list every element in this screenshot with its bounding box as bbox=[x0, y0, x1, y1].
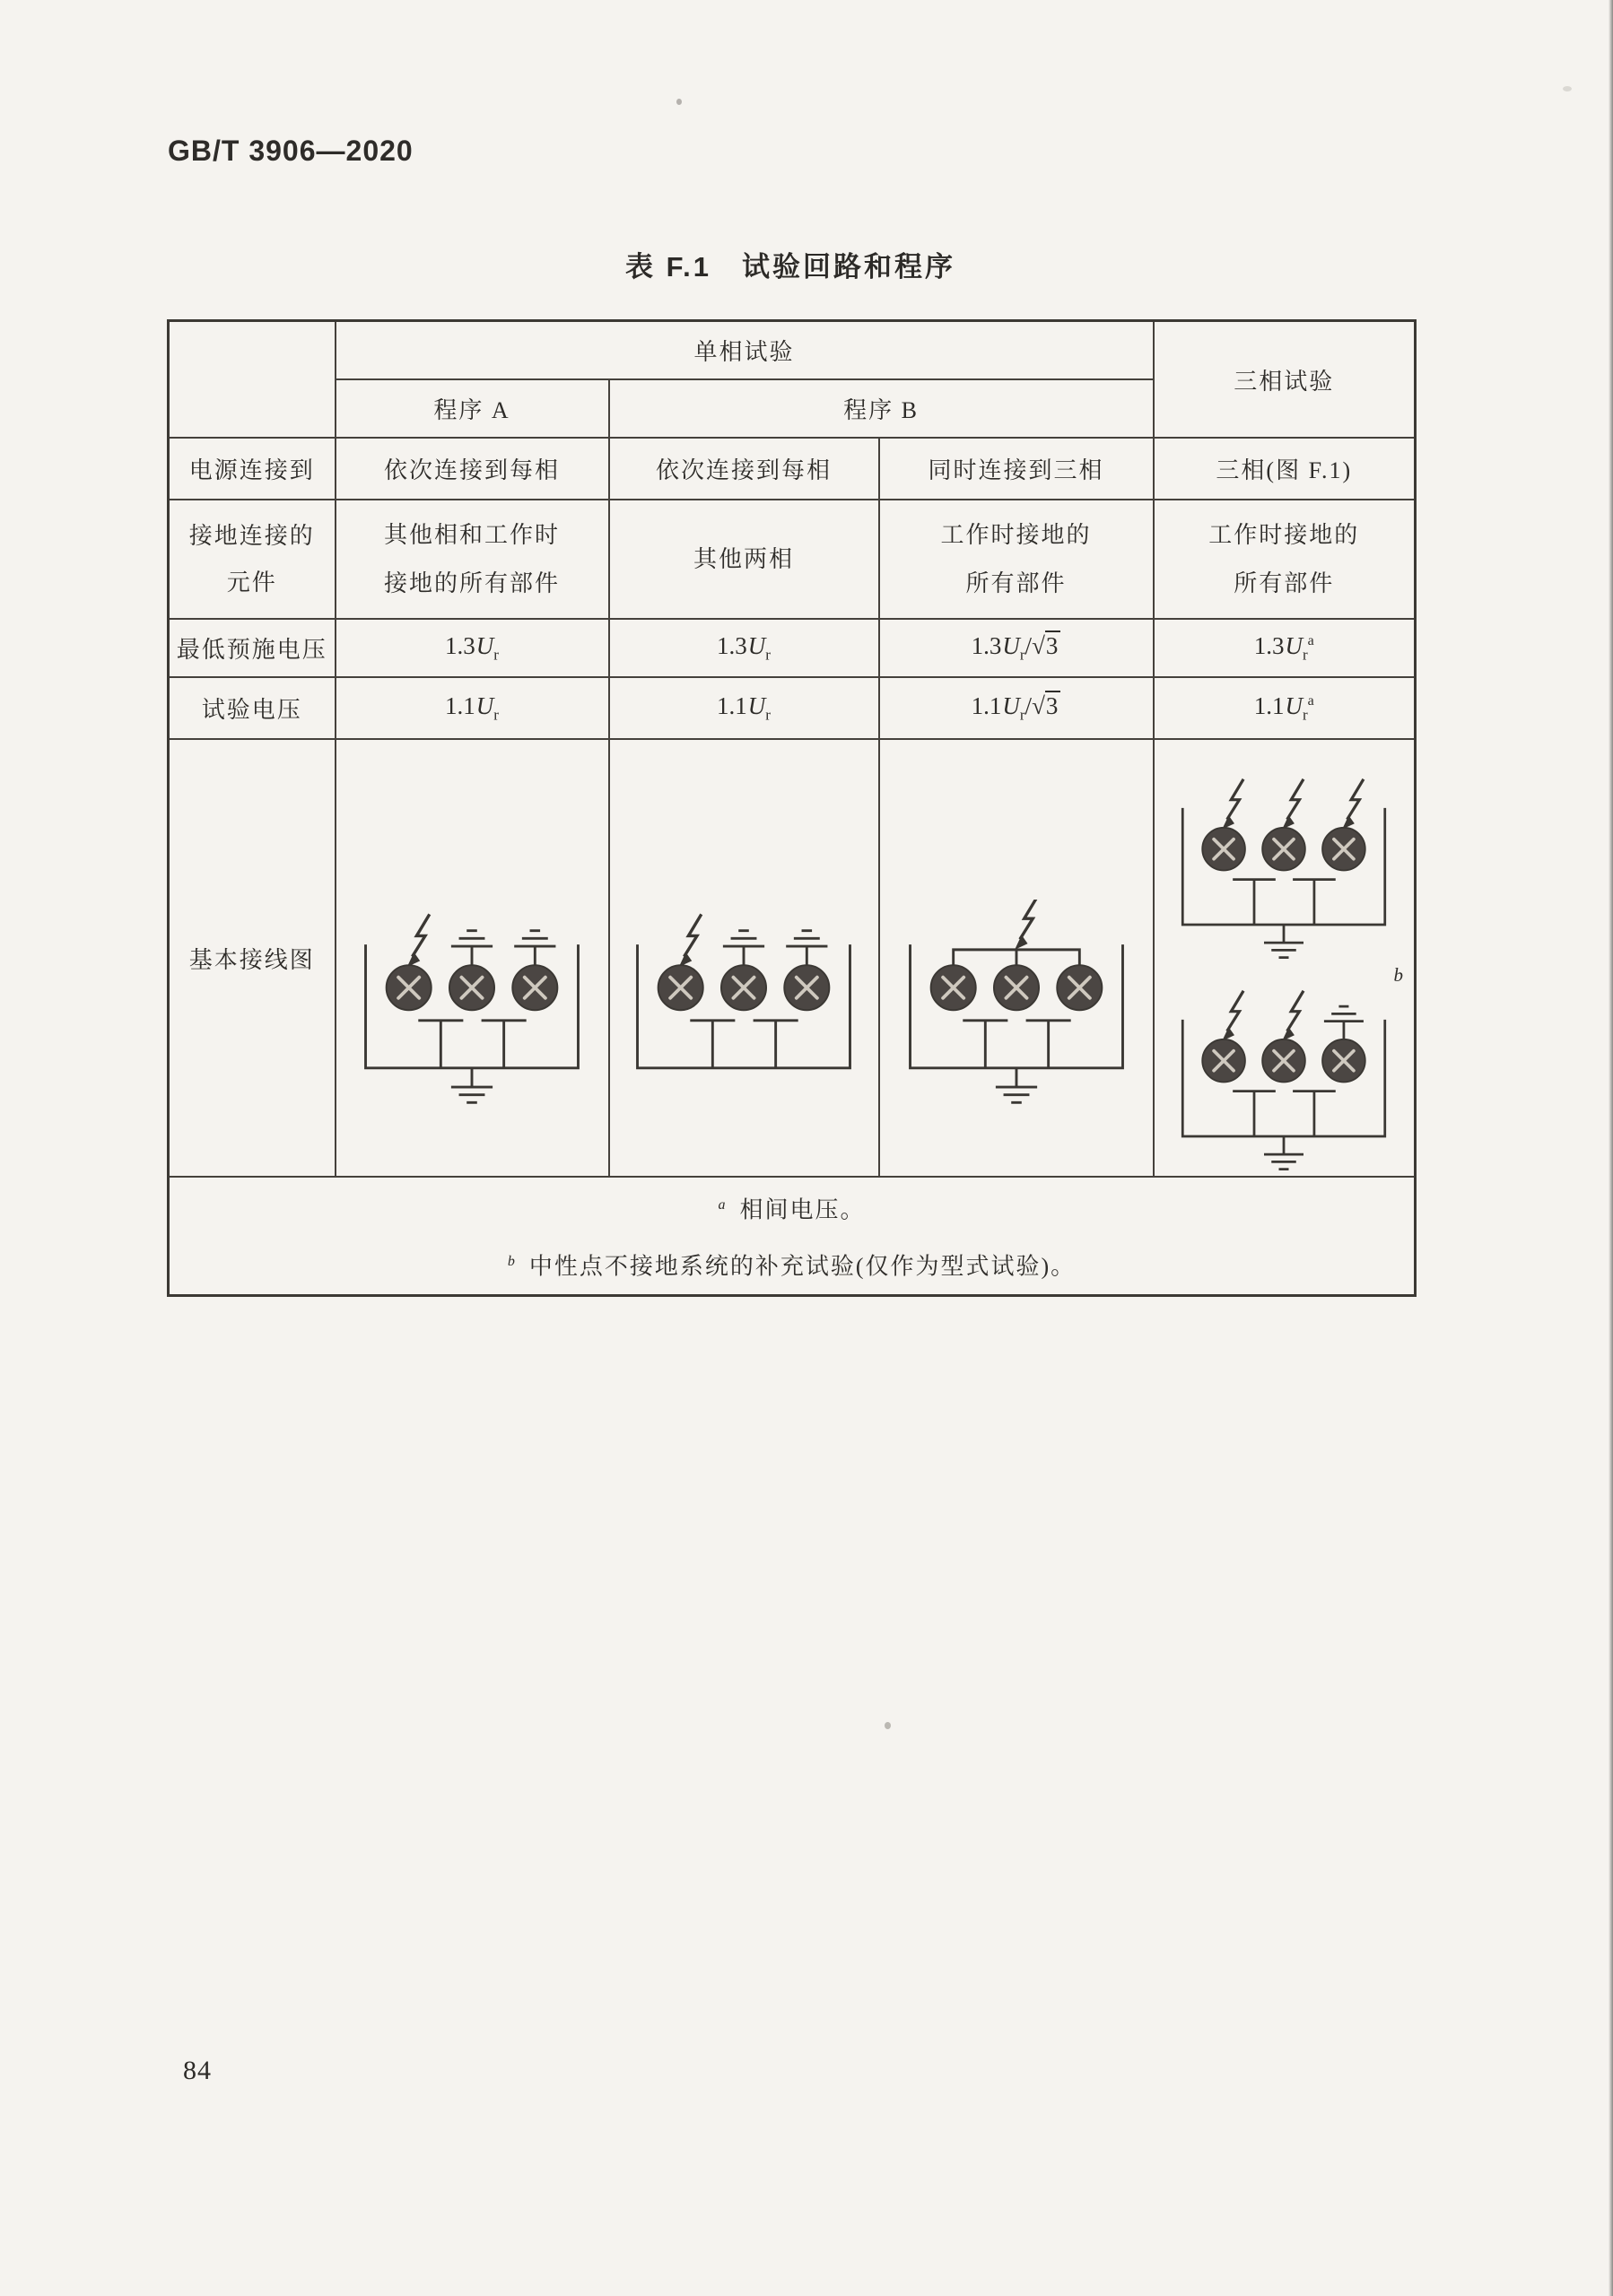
diagram-procedure-b-all-phases bbox=[879, 739, 1154, 1177]
t-bar-support-icon bbox=[1233, 880, 1276, 925]
cell-earth-a-line2: 接地的所有部件 bbox=[383, 570, 560, 596]
row-label-earthed-parts-line2: 元件 bbox=[226, 569, 277, 596]
interrupter-icon bbox=[993, 965, 1038, 1010]
cell-earth-b2 bbox=[879, 500, 1154, 619]
cell-min-voltage-t: $1.3U_r^a$ bbox=[1154, 619, 1416, 677]
earth-ground-icon bbox=[723, 931, 764, 966]
frame-earth-icon bbox=[1264, 1136, 1303, 1170]
footnotes-cell bbox=[169, 1177, 1416, 1296]
test-circuits-table bbox=[167, 319, 1417, 1297]
t-bar-support-icon bbox=[963, 1021, 1007, 1068]
scan-speck bbox=[885, 1722, 891, 1729]
diagram-procedure-a bbox=[336, 739, 609, 1177]
row-label-basic-diagram: 基本接线图 bbox=[169, 739, 336, 1177]
footnote-a-text: 相间电压。 bbox=[739, 1197, 866, 1223]
cell-earth-t-line2: 所有部件 bbox=[1234, 570, 1335, 596]
cell-earth-b2-line1: 工作时接地的 bbox=[940, 521, 1092, 548]
interrupter-icon bbox=[721, 965, 766, 1010]
interrupter-icon bbox=[1322, 1039, 1365, 1083]
cell-min-voltage-b2: $1.3U_r/√3$ bbox=[879, 619, 1154, 677]
row-label-test-voltage: 试验电压 bbox=[169, 677, 336, 739]
table-title-text: 试验回路和程序 bbox=[741, 251, 955, 283]
row-label-earthed-parts bbox=[169, 500, 336, 619]
earth-ground-icon bbox=[786, 931, 827, 966]
footnote-b bbox=[170, 1236, 1414, 1292]
interrupter-icon bbox=[1057, 965, 1102, 1010]
row-label-source: 电源连接到 bbox=[169, 438, 336, 500]
lightning-bolt-icon bbox=[1342, 779, 1364, 830]
t-bar-support-icon bbox=[754, 1021, 798, 1068]
interrupter-icon bbox=[658, 965, 703, 1010]
interrupter-icon bbox=[1203, 1039, 1246, 1083]
table-title-prefix: 表 F.1 bbox=[625, 251, 711, 283]
cell-test-voltage-a: $1.1U_r$ bbox=[336, 677, 609, 739]
cell-source-t: 三相(图 F.1) bbox=[1154, 438, 1416, 500]
cell-min-voltage-a: $1.3U_r$ bbox=[336, 619, 609, 677]
header-procedure-b: 程序 B bbox=[609, 379, 1154, 438]
common-bus-line bbox=[953, 950, 1079, 965]
footnote-b-text: 中性点不接地系统的补充试验(仅作为型式试验)。 bbox=[528, 1253, 1077, 1280]
frame-earth-icon bbox=[1264, 925, 1303, 958]
cell-earth-t-line1: 工作时接地的 bbox=[1208, 521, 1360, 548]
diagram-procedure-b-each-phase bbox=[609, 739, 879, 1177]
interrupter-icon bbox=[1322, 828, 1365, 871]
earth-ground-icon bbox=[1324, 1006, 1364, 1039]
earth-ground-icon bbox=[451, 931, 493, 966]
t-bar-support-icon bbox=[1025, 1021, 1070, 1068]
lightning-bolt-icon bbox=[1223, 779, 1244, 830]
cell-earth-a-line1: 其他相和工作时 bbox=[383, 521, 560, 548]
diagram-three-phase bbox=[1154, 739, 1416, 1177]
lightning-bolt-icon bbox=[1015, 900, 1037, 950]
t-bar-support-icon bbox=[690, 1021, 735, 1068]
circuit-diagram-procedure-a bbox=[346, 900, 597, 1111]
footnote-b-marker: b bbox=[507, 1254, 515, 1269]
cell-test-voltage-t: $1.1U_r^a$ bbox=[1154, 677, 1416, 739]
doc-number: GB/T 3906—2020 bbox=[168, 135, 414, 167]
cell-source-b1: 依次连接到每相 bbox=[609, 438, 879, 500]
t-bar-support-icon bbox=[1293, 880, 1336, 925]
interrupter-icon bbox=[784, 965, 829, 1010]
frame-earth-icon bbox=[995, 1068, 1036, 1103]
footnote-a bbox=[170, 1179, 1414, 1236]
interrupter-icon bbox=[449, 965, 494, 1010]
header-three-phase: 三相试验 bbox=[1154, 321, 1416, 439]
frame-earth-icon bbox=[451, 1068, 493, 1103]
cell-source-b2: 同时连接到三相 bbox=[879, 438, 1154, 500]
t-bar-support-icon bbox=[418, 1021, 463, 1068]
lightning-bolt-icon bbox=[1223, 991, 1244, 1041]
cell-earth-t bbox=[1154, 500, 1416, 619]
interrupter-icon bbox=[930, 965, 975, 1010]
row-label-earthed-parts-line1: 接地连接的 bbox=[188, 522, 315, 549]
scan-speck bbox=[1563, 86, 1572, 91]
table-title bbox=[167, 244, 1414, 284]
lightning-bolt-icon bbox=[407, 914, 430, 967]
interrupter-icon bbox=[1203, 828, 1246, 871]
cell-earth-b2-line2: 所有部件 bbox=[965, 570, 1067, 596]
scan-edge-shadow bbox=[1609, 0, 1613, 2296]
circuit-diagram-three-phase-main bbox=[1164, 767, 1403, 964]
row-label-min-voltage: 最低预施电压 bbox=[169, 619, 336, 677]
cell-earth-a bbox=[336, 500, 609, 619]
cell-source-a: 依次连接到每相 bbox=[336, 438, 609, 500]
cell-min-voltage-b1: $1.3U_r$ bbox=[609, 619, 879, 677]
lightning-bolt-icon bbox=[1282, 779, 1303, 830]
lightning-bolt-icon bbox=[1282, 991, 1303, 1041]
footnote-a-marker: a bbox=[718, 1197, 726, 1213]
earth-ground-icon bbox=[514, 931, 555, 966]
t-bar-support-icon bbox=[482, 1021, 527, 1068]
circuit-diagram-procedure-b1 bbox=[618, 900, 869, 1111]
scan-speck bbox=[676, 99, 682, 105]
footnote-marker-b: b bbox=[1393, 964, 1404, 986]
cell-test-voltage-b2: $1.1U_r/√3$ bbox=[879, 677, 1154, 739]
header-procedure-a: 程序 A bbox=[336, 379, 609, 438]
interrupter-icon bbox=[1262, 828, 1305, 871]
circuit-diagram-three-phase-supplementary bbox=[1164, 978, 1403, 1176]
circuit-diagram-procedure-b2 bbox=[891, 900, 1142, 1111]
header-single-phase: 单相试验 bbox=[336, 321, 1154, 380]
cell-earth-b1: 其他两相 bbox=[609, 500, 879, 619]
t-bar-support-icon bbox=[1233, 1091, 1276, 1136]
corner-cell bbox=[169, 321, 336, 439]
interrupter-icon bbox=[387, 965, 432, 1010]
interrupter-icon bbox=[512, 965, 557, 1010]
interrupter-icon bbox=[1262, 1039, 1305, 1083]
t-bar-support-icon bbox=[1293, 1091, 1336, 1136]
page-number: 84 bbox=[183, 2056, 212, 2085]
cell-test-voltage-b1: $1.1U_r$ bbox=[609, 677, 879, 739]
lightning-bolt-icon bbox=[679, 914, 702, 967]
